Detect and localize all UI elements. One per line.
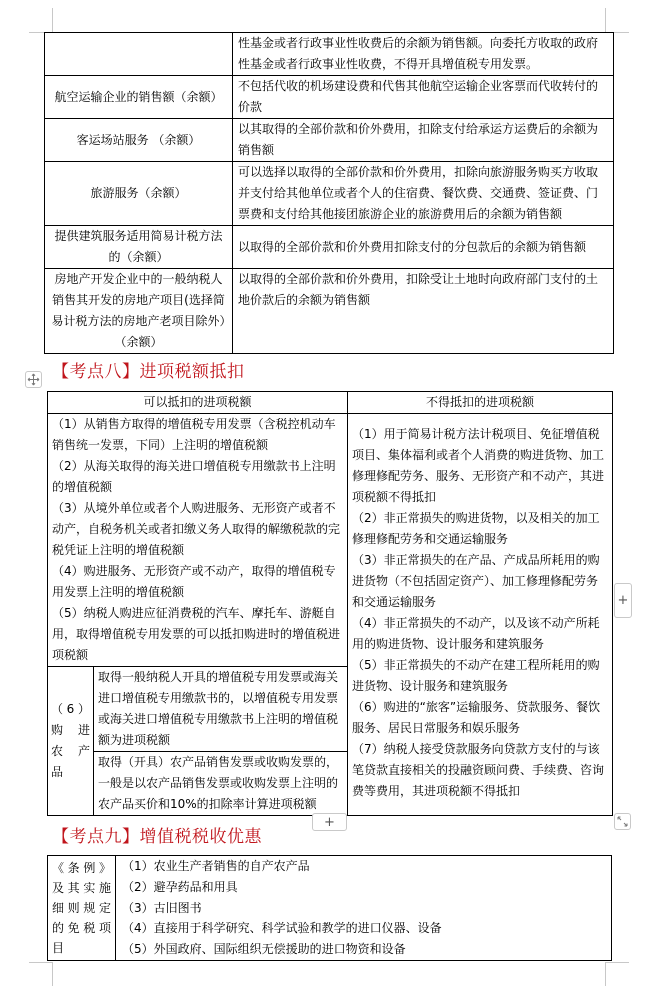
table-row xyxy=(45,226,614,269)
page-margin-mark xyxy=(605,962,606,986)
table-cell-description: 性基金或者行政事业性收费后的余额为销售额。向委托方收取的政府性基金或者行政事业性收费，不得开具增值税专用发票。 xyxy=(233,33,614,76)
page-margin-mark xyxy=(605,962,629,963)
deductible-item: （3）从境外单位或者个人购进服务、无形资产或者不动产，自税务机关或者扣缴义务人取得的解缴税款的完税凭证上注明的增值税额 xyxy=(52,501,341,557)
table-cell-item: 航空运输企业的销售额（余额） xyxy=(45,76,233,119)
page-margin-mark xyxy=(605,8,606,32)
agri-label-line: 品 xyxy=(51,765,64,779)
non-deductible-item: （5）非正常损失的不动产在建工程所耗用的购进货物、设计服务和建筑服务 xyxy=(352,658,600,693)
non-deductible-item: （3）非正常损失的在产品、产成品所耗用的购进货物（不包括固定资产）、加工修理修配劳务和交通运输服务 xyxy=(352,553,600,609)
agri-item: 取得一般纳税人开具的增值税专用发票或海关进口增值税专用缴款书的，以增值税专用发票或海关进口增值税专用缴款书上注明的增值税额为进项税额 xyxy=(94,667,348,752)
agri-label-line: 农产 xyxy=(51,744,90,758)
input-tax-table xyxy=(47,391,613,816)
table-header-row xyxy=(48,392,613,414)
add-column-button[interactable] xyxy=(614,583,632,618)
header-deductible: 可以抵扣的进项税额 xyxy=(48,392,348,414)
table-resize-handle[interactable] xyxy=(614,813,631,830)
exemption-item: （3）古旧图书 xyxy=(122,900,202,915)
section-heading-8: 【考点八】进项税额抵扣 xyxy=(52,362,245,382)
table-cell-description: 以取得的全部价款和价外费用，扣除受让土地时向政府部门支付的土地价款后的余额为销售额 xyxy=(233,269,614,354)
tax-exemption-table xyxy=(47,855,612,961)
add-row-button[interactable] xyxy=(312,813,347,831)
non-deductible-item: （2）非正常损失的购进货物，以及相关的加工修理修配劳务和交通运输服务 xyxy=(352,511,600,546)
deductible-item: （4）购进服务、无形资产或不动产，取得的增值税专用发票上注明的增值税额 xyxy=(52,564,336,599)
plus-icon: + xyxy=(324,814,335,830)
move-icon xyxy=(27,373,40,386)
exemption-item: （4）直接用于科学研究、科学试验和教学的进口仪器、设备 xyxy=(122,921,442,936)
resize-icon xyxy=(617,816,628,827)
agri-item: 取得（开具）农产品销售发票或收购发票的，一般是以农产品销售发票或收购发票上注明的农产品买价和10%的扣除率计算进项税额 xyxy=(94,752,348,816)
header-non-deductible: 不得抵扣的进项税额 xyxy=(348,392,613,414)
exemption-item: （2）避孕药品和用具 xyxy=(122,879,238,894)
non-deductible-item: （4）非正常损失的不动产，以及该不动产所耗用的购进货物、设计服务和建筑服务 xyxy=(352,616,600,651)
agri-products-label xyxy=(48,667,94,816)
non-deductible-item: （1）用于简易计税方法计税项目、免征增值税项目、集体福利或者个人消费的购进货物、加工修理修配劳务、服务、无形资产和不动产，其进项税额不得抵扣 xyxy=(352,427,605,504)
table-cell-description: 以其取得的全部价款和价外费用，扣除支付给承运方运费后的余额为销售额 xyxy=(233,119,614,162)
deductible-item: （2）从海关取得的海关进口增值税专用缴款书上注明的增值税额 xyxy=(52,459,336,494)
section-heading-9: 【考点九】增值税税收优惠 xyxy=(52,827,262,847)
table-row xyxy=(45,76,614,119)
table-row xyxy=(45,33,614,76)
table-row xyxy=(45,269,614,354)
table-cell-item: 客运场站服务 （余额） xyxy=(45,119,233,162)
plus-icon: + xyxy=(617,593,629,608)
table-cell-description: 可以选择以取得的全部价款和价外费用，扣除向旅游服务购买方收取并支付给其他单位或者个人的住宿费、餐饮费、交通费、签证费、门票费和支付给其他接团旅游企业的旅游费用后的余额为销售额 xyxy=(233,162,614,226)
page-margin-mark xyxy=(52,8,53,32)
page-margin-mark xyxy=(29,32,44,33)
table-cell-item: 旅游服务（余额） xyxy=(45,162,233,226)
table-cell-description: 以取得的全部价款和价外费用扣除支付的分包款后的余额为销售额 xyxy=(233,226,614,269)
exemption-list xyxy=(116,856,612,961)
deductible-item: （5）纳税人购进应征消费税的汽车、摩托车、游艇自用，取得增值税专用发票的可以抵扣购进时的增值税进项税额 xyxy=(52,606,341,662)
page-margin-mark xyxy=(29,962,52,963)
page-margin-mark xyxy=(52,962,53,986)
table-cell-item: 房地产开发企业中的一般纳税人销售其开发的房地产项目(选择简易计税方法的房地产老项目除外）（余额） xyxy=(45,269,233,354)
sales-amount-table xyxy=(44,32,614,354)
agri-label-num: （6） xyxy=(51,702,90,716)
non-deductible-list xyxy=(348,414,613,816)
agri-label-line: 购进 xyxy=(51,723,90,737)
exemption-item: （1）农业生产者销售的自产农产品 xyxy=(122,859,310,873)
table-row xyxy=(48,414,613,667)
table-cell-description: 不包括代收的机场建设费和代售其他航空运输企业客票而代收转付的价款 xyxy=(233,76,614,119)
table-row xyxy=(48,856,612,961)
deductible-list xyxy=(48,414,348,667)
table-move-handle[interactable] xyxy=(25,371,42,388)
non-deductible-item: （6）购进的“旅客”运输服务、贷款服务、餐饮服务、居民日常服务和娱乐服务 xyxy=(352,700,601,735)
exemption-label: 《条例》及其实施细则规定的免税项目 xyxy=(48,856,116,961)
non-deductible-item: （7）纳税人接受贷款服务向贷款方支付的与该笔贷款直接相关的投融资顾问费、手续费、咨询费等费用，其进项税额不得抵扣 xyxy=(352,742,605,798)
exemption-item: （5）外国政府、国际组织无偿援助的进口物资和设备 xyxy=(122,942,406,957)
table-cell-item: 提供建筑服务适用简易计税方法的（余额） xyxy=(45,226,233,269)
deductible-item: （1）从销售方取得的增值税专用发票（含税控机动车销售统一发票，下同）上注明的增值税额 xyxy=(52,417,336,452)
page-margin-mark xyxy=(614,32,629,33)
table-row xyxy=(45,162,614,226)
table-row xyxy=(45,119,614,162)
table-cell-item xyxy=(45,33,233,76)
